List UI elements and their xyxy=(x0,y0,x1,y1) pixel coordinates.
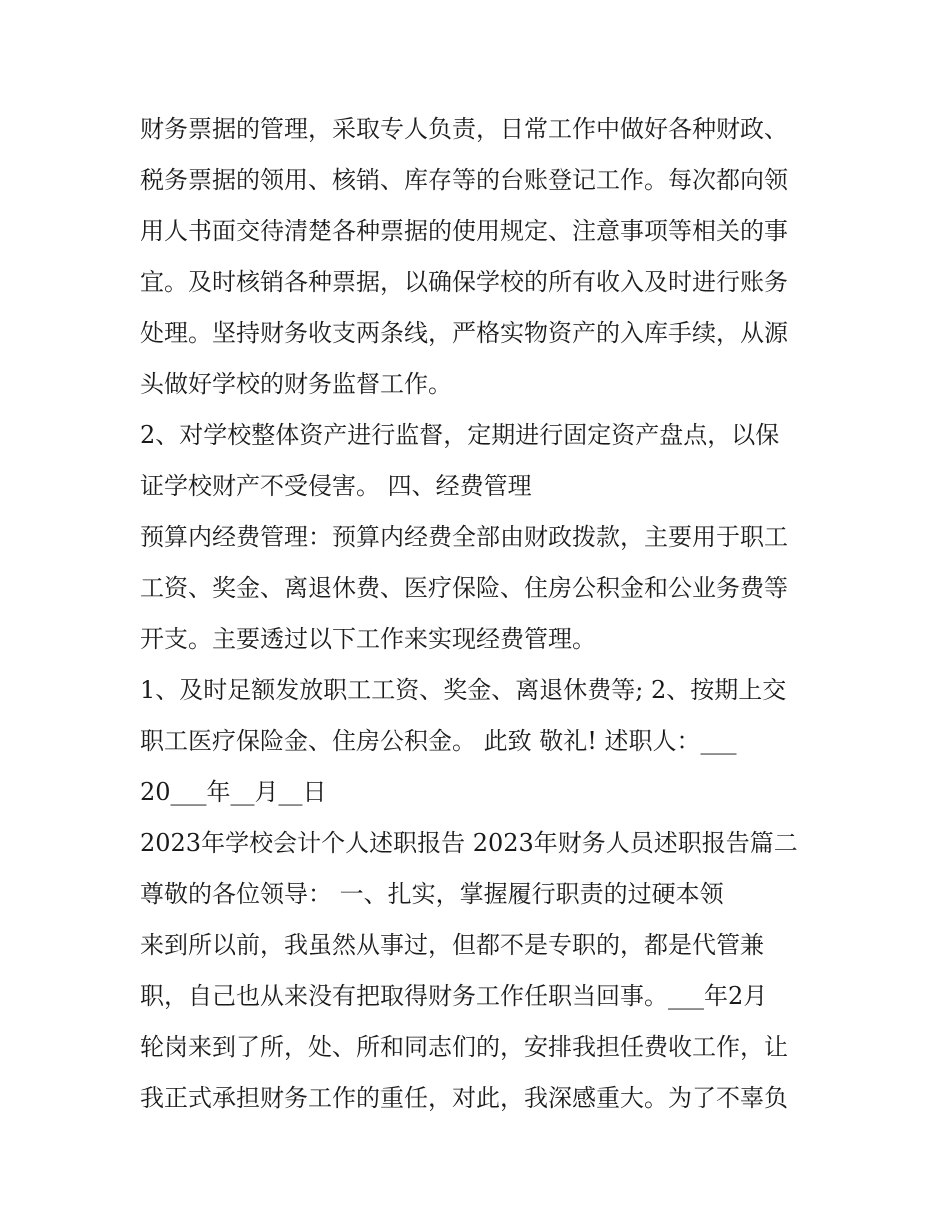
text-line: 工资、奖金、离退休费、医疗保险、住房公积金和公业务费等 xyxy=(140,574,788,602)
text-line: 税务票据的领用、核销、库存等的台账登记工作。每次都向领 xyxy=(140,166,788,194)
text-line: 开支。主要透过以下工作来实现经费管理。 xyxy=(140,625,596,653)
text-line: 头做好学校的财务监督工作。 xyxy=(140,370,452,398)
text-line: 来到所以前，我虽然从事过，但都不是专职的，都是代管兼 xyxy=(140,931,764,959)
text-line: 尊敬的各位领导： 一、扎实，掌握履行职责的过硬本领 xyxy=(140,880,724,908)
text-line: 用人书面交待清楚各种票据的使用规定、注意事项等相关的事 xyxy=(140,217,788,245)
text-line: 我正式承担财务工作的重任，对此，我深感重大。为了不辜负 xyxy=(140,1084,788,1112)
text-line: 处理。坚持财务收支两条线，严格实物资产的入库手续，从源 xyxy=(140,319,788,347)
text-line: 证学校财产不受侵害。 四、经费管理 xyxy=(140,472,532,500)
text-line: 1、及时足额发放职工工资、奖金、离退休费等; 2、按期上交 xyxy=(140,676,787,704)
text-line: 轮岗来到了所，处、所和同志们的，安排我担任费收工作，让 xyxy=(140,1033,788,1061)
text-line: 2、对学校整体资产进行监督，定期进行固定资产盘点，以保 xyxy=(140,421,780,449)
document-body xyxy=(140,104,820,1124)
text-line: 职工医疗保险金、住房公积金。 此致 敬礼! 述职人：___ xyxy=(140,727,737,755)
text-line: 财务票据的管理，采取专人负责，日常工作中做好各种财政、 xyxy=(140,115,788,143)
text-line: 职，自己也从来没有把取得财务工作任职当回事。___年2月 xyxy=(140,982,768,1010)
text-line: 预算内经费管理：预算内经费全部由财政拨款，主要用于职工 xyxy=(140,523,788,551)
text-line: 2023年学校会计个人述职报告 2023年财务人员述职报告篇二 xyxy=(140,829,798,857)
text-line: 20___年__月__日 xyxy=(140,778,327,806)
text-line: 宜。及时核销各种票据，以确保学校的所有收入及时进行账务 xyxy=(140,268,788,296)
